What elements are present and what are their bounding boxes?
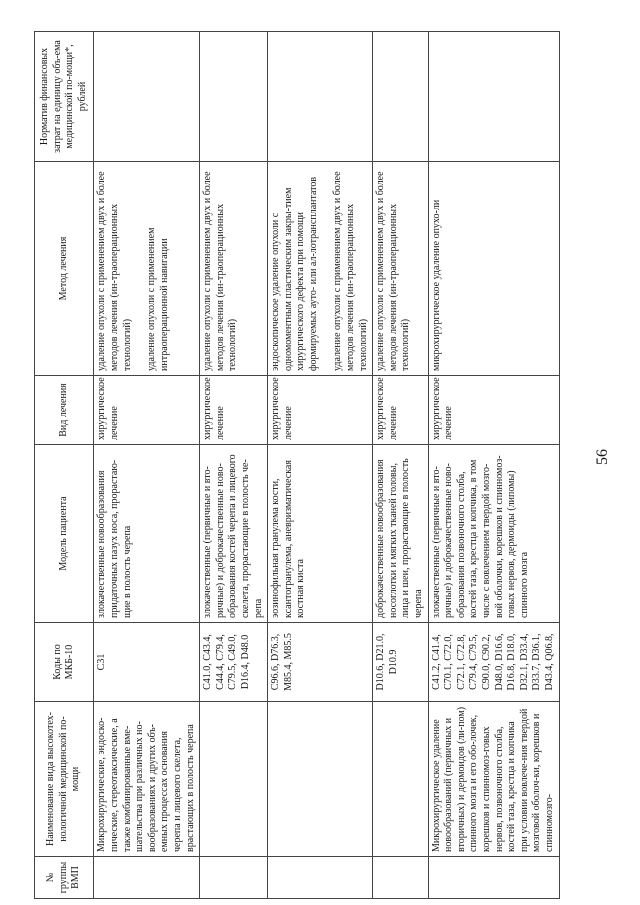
cell-group <box>373 857 428 899</box>
header-row <box>35 32 94 899</box>
cell-codes: C41.2, C41.4, C70.1, C72.0, C72.1, C72.8, C79.4, C79.5, C90.0, C90.2, D48.0, D16.6, D16.8, D18.0, D32.1, D33.4, D33.7, D36.1, D43.4, Q06.8, <box>428 623 559 702</box>
cell-model: доброкачественные новообразования носоглотки и мягких тканей головы, лица и шеи, прорастающие в полость черепа <box>373 445 428 623</box>
cell-type-name: Микрохирургическое удаление новообразований (первичных и вторичных) и дермоидов (ли-пом) спинного мозга и его обо-лочек, корешков и спинномоз-говых нервов, позвоночного столба, костей таза, крестца и копчика при условии вовлече-ния твердой мозговой оболоч-ки, корешков и спинномозго- <box>428 702 559 857</box>
cell-cost <box>373 32 428 162</box>
cell-methods <box>373 162 428 376</box>
cell-codes: D10.6, D21.0, D10.9 <box>373 623 428 702</box>
header-icd-codes: Коды по МКБ-10 <box>35 623 94 702</box>
method-text: удаление опухоли с применением двух и более методов лечения (ин-траоперационных технологий) <box>96 171 133 371</box>
header-type-name: Наименование вида высокотех-нологичной медицинской по-мощи <box>35 702 94 857</box>
cell-group <box>200 857 268 899</box>
cell-treatment: хирургическое лечение <box>268 376 373 445</box>
cell-methods <box>94 162 200 376</box>
cell-codes: C96.6, D76.3, M85.4, M85.5 <box>268 623 373 702</box>
header-cost-norm: Норматив финансовых затрат на единицу объ-ема медицинской по-мощи*, рублей <box>35 32 94 162</box>
header-group-no: № группы ВМП <box>35 857 94 899</box>
vmp-table <box>34 31 560 899</box>
cell-type-name <box>268 702 373 857</box>
cell-treatment: хирургическое лечение <box>200 376 268 445</box>
method-text: микрохирургическое удаление опухо-ли <box>430 199 442 371</box>
cell-model: злокачественные (первичные и вто-ричные) и доброкачественные ново-образования позвоночного столба, костей таза, крестца и копчика, в том числе с вовлечением твердой мозго-вой оболочки, корешков и спинномоз-говых нервов, дермоиды (липомы) спинного мозга <box>428 445 559 623</box>
cell-codes: C41.0, C43.4, C44.4, C79.4, C79.5, C49.0, D16.4, D48.0 <box>200 623 268 702</box>
cell-methods <box>428 162 559 376</box>
cell-cost <box>200 32 268 162</box>
cell-model: злокачественные (первичные и вто-ричные) и доброкачественные ново-образования костей черепа и лицевого скелета, прорастающие в полость че-репа <box>200 445 268 623</box>
cell-type-name: Микрохирургические, эндоско-пические, стереотаксические, а также комбинированные вме-шательства при различных но-вообразованиях и других объ-емных процессах основания черепа и лицевого скелета, врастающих в полость черепа <box>94 702 200 857</box>
cell-treatment: хирургическое лечение <box>428 376 559 445</box>
method-text: удаление опухоли с применением двух и более методов лечения (ин-траоперационных технологий) <box>332 171 369 371</box>
method-text: удаление опухоли с применением двух и более методов лечения (ин-траоперационных технологий) <box>375 171 412 371</box>
cell-treatment: хирургическое лечение <box>94 376 200 445</box>
cell-model: эозинофильная гранулема кости, ксантогранулема, аневризматическая костная киста <box>268 445 373 623</box>
table-row <box>373 32 428 899</box>
cell-methods <box>200 162 268 376</box>
cell-type-name <box>200 702 268 857</box>
cell-group <box>428 857 559 899</box>
table-row <box>268 32 373 899</box>
method-text: эндоскопическое удаление опухоли с одномоментным пластическим закры-тием хирургического дефекта при помощи формируемых ауто- или ал-лотрансплантатов <box>270 176 319 371</box>
cell-methods <box>268 162 373 376</box>
cell-cost <box>268 32 373 162</box>
cell-type-name <box>373 702 428 857</box>
method-text: удаление опухоли с применением двух и более методов лечения (ин-траоперационных технологий) <box>202 171 239 371</box>
header-method: Метод лечения <box>35 162 94 376</box>
header-patient-model: Модель пациента <box>35 445 94 623</box>
cell-treatment: хирургическое лечение <box>373 376 428 445</box>
cell-codes: C31 <box>94 623 200 702</box>
cell-model: злокачественные новообразования придаточных пазух носа, прорастаю-щие в полость черепа <box>94 445 200 623</box>
table-row <box>94 32 200 899</box>
header-treatment-type: Вид лечения <box>35 376 94 445</box>
table-row <box>200 32 268 899</box>
cell-cost <box>428 32 559 162</box>
table-row <box>428 32 559 899</box>
cell-group <box>268 857 373 899</box>
cell-group <box>94 857 200 899</box>
method-text: удаление опухоли с применением интраоперационной навигации <box>146 227 170 371</box>
page-number: 56 <box>594 449 611 465</box>
cell-cost <box>94 32 200 162</box>
